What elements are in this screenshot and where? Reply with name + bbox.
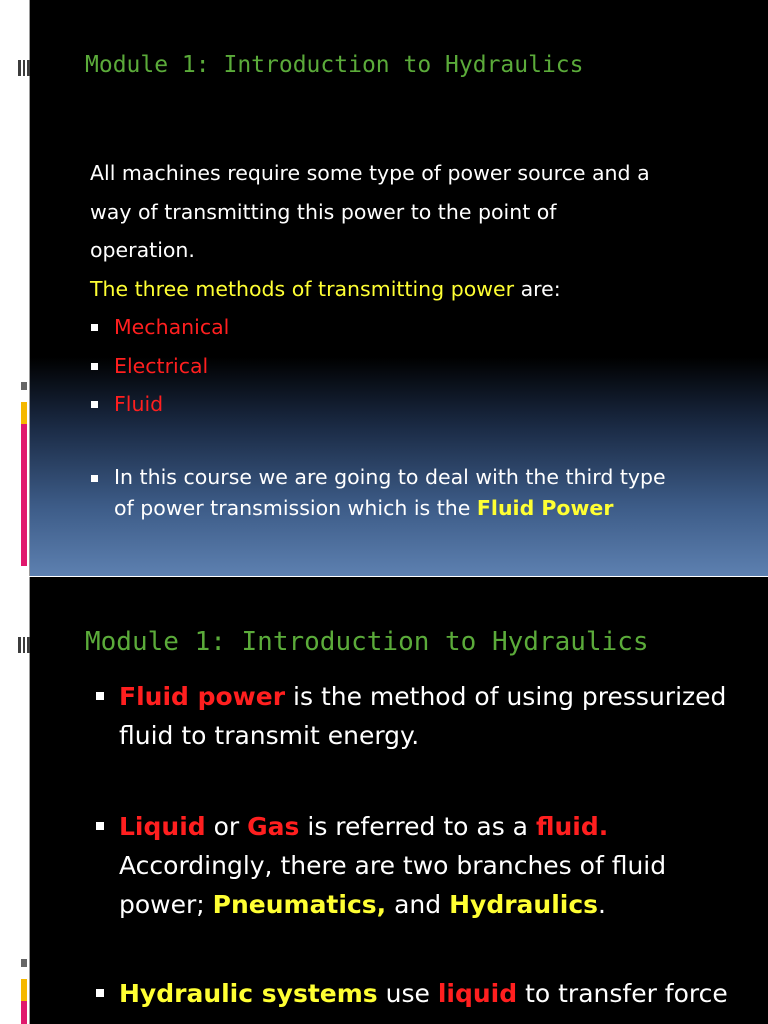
course-line-2 [114,493,750,524]
list-item [90,308,750,347]
intro-line-1: All machines require some type of power source and a [90,161,650,185]
list-item [90,347,750,386]
slide-2 [0,577,768,1024]
intro-line-3: operation. [90,238,195,262]
accent-gray-bar [21,959,27,967]
bullet-square-icon [96,822,104,830]
slide-marker-icon [18,60,30,76]
slide-1-content [90,154,750,524]
period-text: . [598,890,606,919]
fluid-power-def-2: fluid to transmit energy. [119,721,420,750]
liquid-term-2: liquid [437,979,518,1008]
intro-line-2: way of transmitting this power to the point of [90,199,557,224]
list-item [95,974,755,1013]
and-text: and [386,890,450,919]
course-line-2-text: of power transmission which is the [114,495,477,520]
or-text: or [205,812,248,841]
bullet-square-icon [96,989,104,997]
course-line-1: In this course we are going to deal with the third type [114,464,666,489]
slide-2-left-strip [0,577,30,1024]
hydraulics-term: Hydraulics [449,890,599,919]
accent-yellow-bar [21,979,27,1001]
bullet-square-icon [91,324,98,331]
bullet-square-icon [91,363,98,370]
slide-2-content [95,677,755,1013]
accent-pink-bar [21,1001,27,1024]
methods-intro [90,270,750,309]
slide-1-left-strip [0,0,30,576]
bullet-square-icon [91,401,98,408]
accent-pink-bar [21,424,27,566]
method-mechanical: Mechanical [114,315,230,339]
gas-term: Gas [247,812,300,841]
accent-gray-bar [21,382,27,390]
method-electrical: Electrical [114,353,209,378]
slide-1-title: Module 1: Introduction to Hydraulics [85,52,584,78]
methods-tail: are: [514,276,561,301]
bullet-square-icon [91,475,98,482]
slide-marker-icon [18,637,30,653]
branches-line: Accordingly, there are two branches of fluid [119,851,667,880]
pneumatics-term: Pneumatics, [212,890,387,919]
slide-2-title: Module 1: Introduction to Hydraulics [85,627,649,657]
list-item [90,385,750,424]
bullet-square-icon [96,692,104,700]
list-item [95,677,755,755]
fluid-term: fluid. [535,812,609,841]
list-item [95,807,755,924]
fluid-power-term: Fluid power [119,682,286,711]
fluid-power-emphasis: Fluid Power [476,495,614,520]
fluid-power-def-1: is the method of using pressurized [285,682,727,711]
use-text: use [377,979,438,1008]
referred-text: is referred to as a [299,812,536,841]
method-fluid: Fluid [114,392,164,416]
hydraulic-systems-term: Hydraulic systems [119,979,378,1008]
power-text: power; [119,890,213,919]
transfer-text: to transfer force [517,979,728,1008]
accent-yellow-bar [21,402,27,424]
list-item [90,462,750,524]
methods-lead: The three methods of transmitting power [90,276,515,301]
liquid-term: Liquid [119,812,206,841]
